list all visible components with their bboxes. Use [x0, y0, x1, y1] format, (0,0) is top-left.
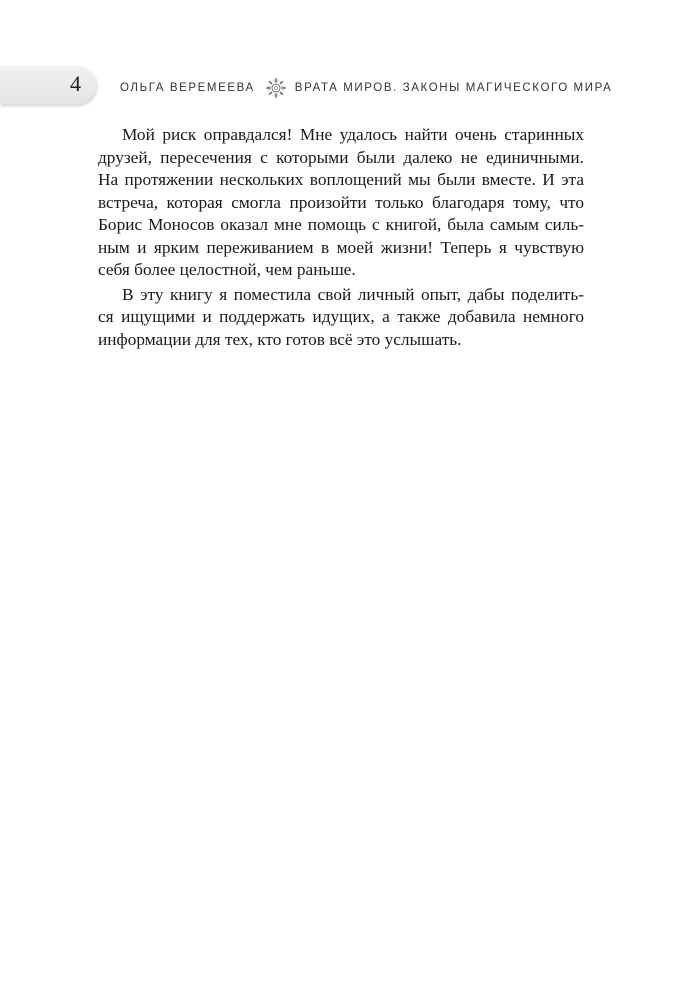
text-line: Мой риск оправдался! Мне удалось найти очень старинных [122, 125, 584, 144]
text-line: В эту книгу я поместила свой личный опыт, дабы поделить- [122, 284, 584, 304]
sun-ornament-icon [265, 77, 287, 99]
page-number-tab [0, 66, 96, 104]
paragraph [98, 124, 584, 282]
body-text [98, 124, 584, 351]
text-line: информации для тех, кто готов всё это услышать. [98, 329, 462, 349]
text-line: На протяжении нескольких воплощений мы были вместе. И эта [98, 170, 584, 189]
text-line: друзей, пересечения с которыми были далеко не единичными. [98, 147, 584, 167]
text-line: встреча, которая смогла произойти только благодаря тому, что [98, 192, 584, 212]
running-head [120, 78, 612, 98]
author-name: ОЛЬГА ВЕРЕМЕЕВА [120, 82, 255, 94]
text-line: ным и ярким переживанием в моей жизни! Теперь я чувствую [98, 237, 584, 257]
book-title: ВРАТА МИРОВ. ЗАКОНЫ МАГИЧЕСКОГО МИРА [294, 82, 613, 94]
page-number: 4 [70, 71, 81, 96]
running-header [0, 66, 682, 106]
paragraph [98, 284, 584, 352]
text-line: себя более целостной, чем раньше. [98, 260, 356, 279]
text-line: Борис Моносов оказал мне помощь с книгой, была самым силь- [98, 215, 584, 234]
text-line: ся ищущими и поддержать идущих, а также добавила немного [98, 307, 584, 326]
